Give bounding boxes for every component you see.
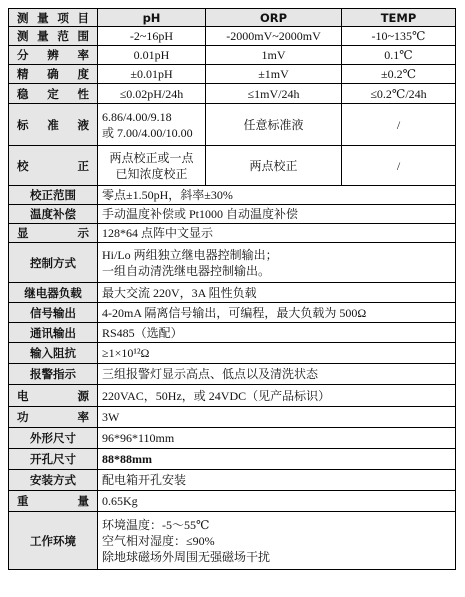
temp-comp-label: 温度补偿: [9, 205, 98, 224]
table-row-accuracy: [9, 65, 456, 84]
table-row-signal-out: [9, 303, 456, 323]
power-label: 电 源: [9, 385, 98, 407]
standard-solution-label: 标 准 液: [9, 104, 98, 146]
standard-solution-ph: [98, 104, 206, 146]
environment-line2: 空气相对湿度：≤90%: [102, 533, 215, 548]
alarm-value: 三组报警灯显示高点、低点以及清洗状态: [98, 364, 456, 385]
display-value: 128*64 点阵中文显示: [98, 224, 456, 243]
environment-line1: 环境温度：-5～55℃: [102, 517, 210, 532]
table-row-dimensions: [9, 428, 456, 449]
table-row-calibration: [9, 146, 456, 186]
table-row-display: [9, 224, 456, 243]
environment-value: [98, 512, 456, 570]
calibration-temp: /: [342, 146, 456, 186]
range-orp: -2000mV~2000mV: [206, 27, 342, 46]
standard-solution-temp: /: [342, 104, 456, 146]
table-row-power: [9, 385, 456, 407]
table-row-comm-out: [9, 323, 456, 343]
standard-solution-ph-line1: 6.86/4.00/9.18: [102, 109, 172, 124]
resolution-temp: 0.1℃: [342, 46, 456, 65]
environment-line3: 除地球磁场外周围无强磁场干扰: [102, 549, 271, 564]
comm-out-label: 通讯输出: [9, 323, 98, 343]
accuracy-orp: ±1mV: [206, 65, 342, 84]
table-row-header: [9, 9, 456, 27]
table-row-power-consumption: [9, 407, 456, 428]
comm-out-value: RS485（选配）: [98, 323, 456, 343]
accuracy-label: 精 确 度: [9, 65, 98, 84]
alarm-label: 报警指示: [9, 364, 98, 385]
relay-load-label: 继电器负载: [9, 283, 98, 303]
resolution-ph: 0.01pH: [98, 46, 206, 65]
spec-table: [8, 8, 456, 570]
table-row-input-impedance: [9, 343, 456, 364]
cutout-value: 88*88mm: [98, 449, 456, 470]
weight-value: 0.65Kg: [98, 491, 456, 512]
control-value: [98, 243, 456, 283]
table-row-resolution: [9, 46, 456, 65]
calibration-label: 校 正: [9, 146, 98, 186]
table-row-cutout: [9, 449, 456, 470]
dimensions-label: 外形尺寸: [9, 428, 98, 449]
mounting-label: 安装方式: [9, 470, 98, 491]
input-impedance-value: ≥1×10¹²Ω: [98, 343, 456, 364]
range-label: 测量范围: [9, 27, 98, 46]
range-temp: -10~135℃: [342, 27, 456, 46]
table-row-stability: [9, 84, 456, 104]
calibration-ph-line2: 已知浓度校正: [115, 166, 188, 181]
table-row-control: [9, 243, 456, 283]
calibration-orp: 两点校正: [206, 146, 342, 186]
control-label: 控制方式: [9, 243, 98, 283]
table-row-cal-range: [9, 186, 456, 205]
power-value: 220VAC，50Hz，或 24VDC（见产品标识）: [98, 385, 456, 407]
signal-out-value: 4-20mA 隔离信号输出，可编程，最大负载为 500Ω: [98, 303, 456, 323]
input-impedance-label: 输入阻抗: [9, 343, 98, 364]
accuracy-temp: ±0.2℃: [342, 65, 456, 84]
environment-label: 工作环境: [9, 512, 98, 570]
resolution-label: 分 辨 率: [9, 46, 98, 65]
dimensions-value: 96*96*110mm: [98, 428, 456, 449]
standard-solution-orp: 任意标准液: [206, 104, 342, 146]
header-ph: pH: [98, 9, 206, 27]
resolution-orp: 1mV: [206, 46, 342, 65]
temp-comp-value: 手动温度补偿或 Pt1000 自动温度补偿: [98, 205, 456, 224]
table-row-mounting: [9, 470, 456, 491]
control-line1: Hi/Lo 两组独立继电器控制输出；: [102, 247, 278, 262]
signal-out-label: 信号输出: [9, 303, 98, 323]
mounting-value: 配电箱开孔安装: [98, 470, 456, 491]
table-row-standard-solution: [9, 104, 456, 146]
stability-ph: ≤0.02pH/24h: [98, 84, 206, 104]
table-row-environment: [9, 512, 456, 570]
power-consumption-value: 3W: [98, 407, 456, 428]
control-line2: 一组自动清洗继电器控制输出。: [102, 263, 271, 278]
stability-label: 稳 定 性: [9, 84, 98, 104]
header-orp: ORP: [206, 9, 342, 27]
table-row-range: [9, 27, 456, 46]
table-row-alarm: [9, 364, 456, 385]
calibration-ph: [98, 146, 206, 186]
stability-temp: ≤0.2℃/24h: [342, 84, 456, 104]
cal-range-value: 零点±1.50pH，斜率±30%: [98, 186, 456, 205]
standard-solution-ph-line2: 或 7.00/4.00/10.00: [102, 125, 193, 140]
table-row-weight: [9, 491, 456, 512]
power-consumption-label: 功 率: [9, 407, 98, 428]
range-ph: -2~16pH: [98, 27, 206, 46]
cutout-label: 开孔尺寸: [9, 449, 98, 470]
relay-load-value: 最大交流 220V，3A 阻性负载: [98, 283, 456, 303]
header-label: 测量项目: [9, 9, 98, 27]
accuracy-ph: ±0.01pH: [98, 65, 206, 84]
header-temp: TEMP: [342, 9, 456, 27]
display-label: 显 示: [9, 224, 98, 243]
table-row-relay-load: [9, 283, 456, 303]
cal-range-label: 校正范围: [9, 186, 98, 205]
weight-label: 重 量: [9, 491, 98, 512]
calibration-ph-line1: 两点校正或一点: [109, 150, 194, 165]
table-row-temp-comp: [9, 205, 456, 224]
stability-orp: ≤1mV/24h: [206, 84, 342, 104]
